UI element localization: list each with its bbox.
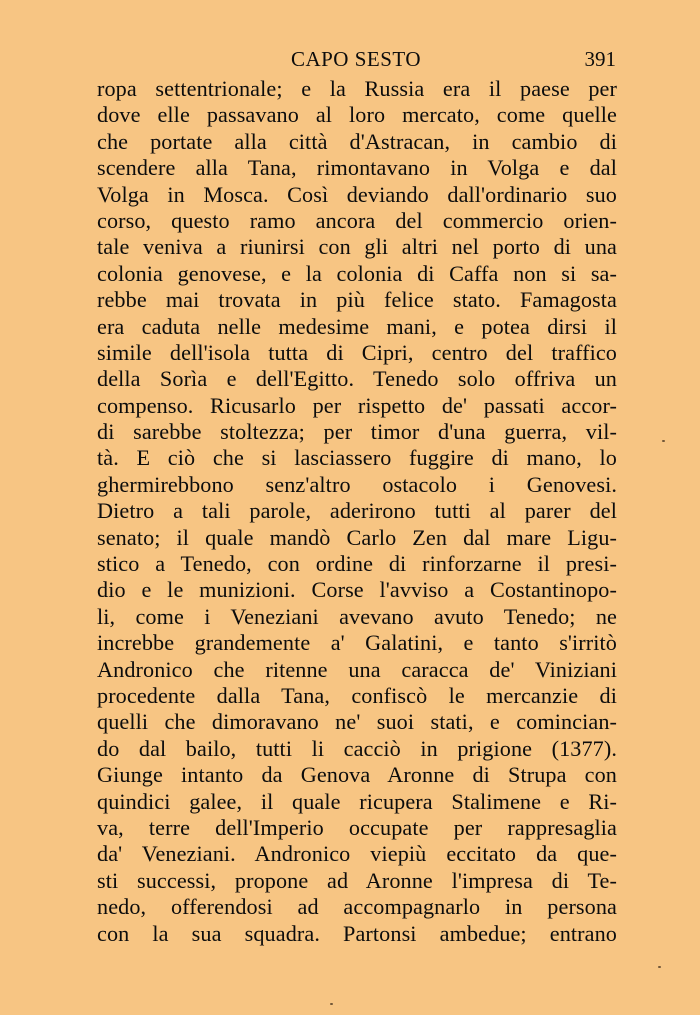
- text-line: compenso. Ricusarlo per rispetto de' passati accor-: [97, 392, 617, 418]
- text-line: quindici galee, il quale ricupera Stalimene e Ri-: [97, 788, 617, 814]
- chapter-title: CAPO SESTO: [290, 47, 422, 71]
- text-line: era caduta nelle medesime mani, e potea dirsi il: [97, 313, 617, 339]
- print-speck: [658, 966, 661, 968]
- text-line: scendere alla Tana, rimontavano in Volga e dal: [97, 155, 617, 181]
- text-line: che portate alla città d'Astracan, in cambio di: [97, 128, 617, 154]
- text-line: Volga in Mosca. Così deviando dall'ordinario suo: [97, 181, 617, 207]
- print-speck: [662, 440, 665, 442]
- text-line: simile dell'isola tutta di Cipri, centro del traffico: [97, 339, 617, 365]
- text-line: colonia genovese, e la colonia di Caffa non si sa-: [97, 260, 617, 286]
- text-line: dio e le munizioni. Corse l'avviso a Costantinopo-: [97, 577, 617, 603]
- text-line: dove elle passavano al loro mercato, come quelle: [97, 102, 617, 128]
- text-line: do dal bailo, tutti li cacciò in prigione (1377).: [97, 735, 617, 761]
- text-line: rebbe mai trovata in più felice stato. Famagosta: [97, 287, 617, 313]
- text-line: quelli che dimoravano ne' suoi stati, e comincian-: [97, 709, 617, 735]
- text-line: procedente dalla Tana, confiscò le mercanzie di: [97, 682, 617, 708]
- running-head: [96, 46, 616, 72]
- text-line: senato; il quale mandò Carlo Zen dal mare Ligu-: [97, 524, 617, 550]
- text-line: va, terre dell'Imperio occupate per rappresaglia: [97, 814, 617, 840]
- page-number: 391: [584, 47, 616, 71]
- text-line: nedo, offerendosi ad accompagnarlo in persona: [97, 894, 617, 920]
- text-line: tale veniva a riunirsi con gli altri nel porto di una: [97, 234, 617, 260]
- text-line: corso, questo ramo ancora del commercio orien-: [97, 207, 617, 233]
- text-line: stico a Tenedo, con ordine di rinforzarne il presi-: [97, 551, 617, 577]
- text-line: increbbe grandemente a' Galatini, e tanto s'irritò: [97, 630, 617, 656]
- text-line: Dietro a tali parole, aderirono tutti al parer del: [97, 498, 617, 524]
- text-line: con la sua squadra. Partonsi ambedue; entrano: [97, 920, 617, 946]
- text-line: sti successi, propone ad Aronne l'impresa di Te-: [97, 867, 617, 893]
- text-line: tà. E ciò che si lasciassero fuggire di mano, lo: [97, 445, 617, 471]
- text-line: ropa settentrionale; e la Russia era il paese per: [97, 76, 617, 101]
- text-line: Giunge intanto da Genova Aronne di Strupa con: [97, 762, 617, 788]
- text-line: Andronico che ritenne una caracca de' Viniziani: [97, 656, 617, 682]
- text-line: ghermirebbono senz'altro ostacolo i Genovesi.: [97, 471, 617, 497]
- text-line: li, come i Veneziani avevano avuto Tenedo; ne: [97, 603, 617, 629]
- body-text: [97, 76, 617, 947]
- text-line: di sarebbe stoltezza; per timor d'una guerra, vil-: [97, 419, 617, 445]
- text-line: della Sorìa e dell'Egitto. Tenedo solo offriva un: [97, 366, 617, 392]
- print-speck: [330, 1003, 333, 1005]
- text-line: da' Veneziani. Andronico viepiù eccitato da que-: [97, 841, 617, 867]
